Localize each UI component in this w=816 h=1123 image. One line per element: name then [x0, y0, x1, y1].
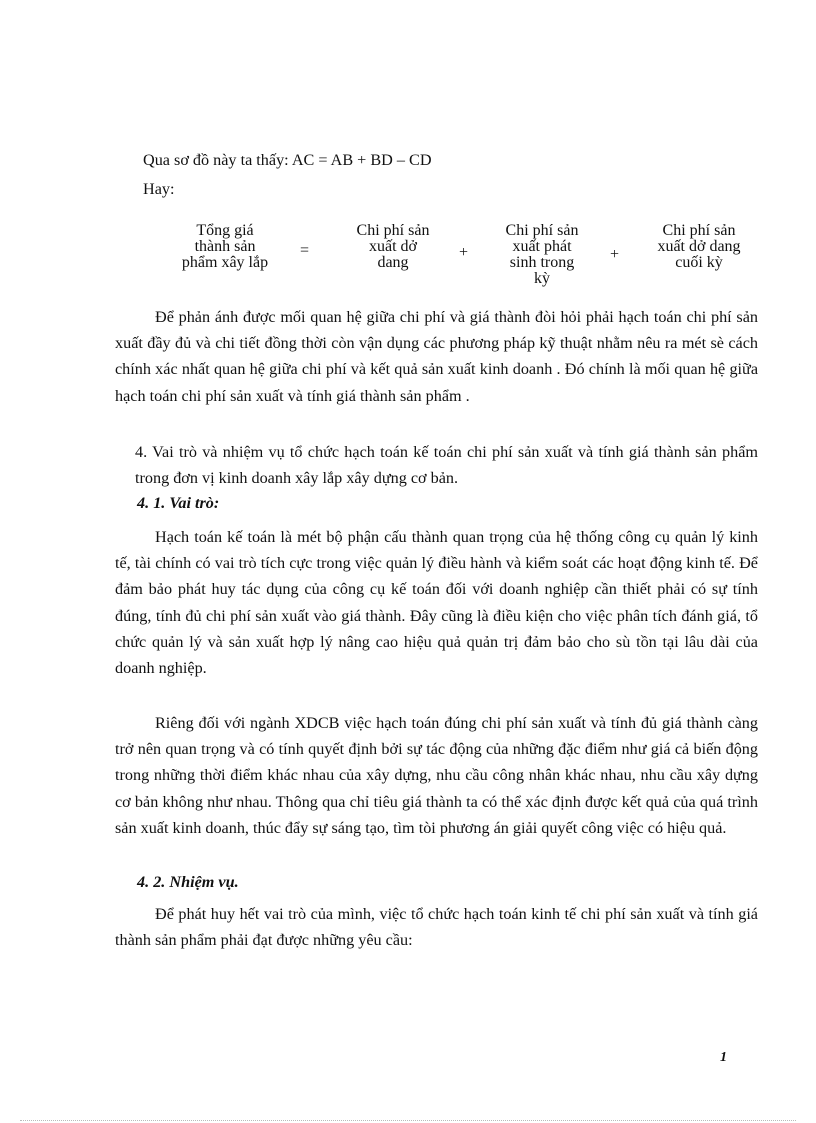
formula-total-cost: Tổng giá thành sản phẩm xây lắp [181, 222, 269, 271]
paragraph-tasks: Để phát huy hết vai trò của mình, việc tổ chức hạch toán kinh tế chi phí sản xuất và tính giá thành sản phẩm phải đạt được những yêu cầu: [115, 905, 758, 950]
formula-plus-sign-1: + [459, 244, 469, 261]
paragraph-cost-relation: Để phản ánh được mối quan hệ giữa chi phí và giá thành đòi hỏi phải hạch toán chi phí sản xuất đầy đủ và chi tiết đồng thời còn vận dụng các phương pháp kỹ thuật nhằm nêu ra mét sè cách chính xác nhất quan hệ giữa chi phí và kết quả sản xuất kinh doanh . Đó chính là mối quan hệ giữa hạch toán chi phí sản xuất và tính giá thành sản phẩm . [115, 308, 758, 405]
page-number: 1 [720, 1050, 727, 1065]
heading-4-1-role: 4. 1. Vai trò: [137, 494, 220, 512]
formula-equals-sign: = [300, 242, 310, 259]
intro-hay-line: Hay: [143, 180, 175, 198]
paragraph-xdcb: Riêng đối với ngành XDCB việc hạch toán đúng chi phí sản xuất và tính đủ giá thành càng trở nên quan trọng và có tính quyết định bởi sự tác động của những đặc điểm như giá cả biến động trong những thời điểm khác nhau của xây dựng, nhu cầu công nhân khác nhau, nhu cầu xây dựng cơ bản không như nhau. Thông qua chỉ tiêu giá thành ta có thể xác định được kết quả của quá trình sản xuất kinh doanh, thúc đẩy sự sáng tạo, tìm tòi phương án giải quyết công việc có hiệu quả. [115, 714, 758, 837]
heading-4-2-tasks: 4. 2. Nhiệm vụ. [137, 873, 239, 891]
formula-incurred: Chi phí sản xuất phát sinh trong kỳ [505, 222, 579, 287]
footer-divider [20, 1120, 796, 1121]
section-4-title: 4. Vai trò và nhiệm vụ tổ chức hạch toán kế toán chi phí sản xuất và tính giá thành sản phẩm trong đơn vị kinh doanh xây lắp xây dựng cơ bản. [135, 443, 758, 488]
formula-plus-sign-2: + [610, 246, 620, 263]
formula-wip-start: Chi phí sản xuất dở dang [356, 222, 430, 271]
paragraph-role: Hạch toán kế toán là mét bộ phận cấu thành quan trọng của hệ thống công cụ quản lý kinh tế, tài chính có vai trò tích cực trong việc quản lý điều hành và kiểm soát các hoạt động kinh tế. Để đảm bảo phát huy tác dụng của công cụ kế toán đối với doanh nghiệp cần thiết phải có sự tính đúng, tính đủ chi phí sản xuất vào giá thành. Đây cũng là điều kiện cho việc phân tích đánh giá, tổ chức quản lý và sản xuất hợp lý nâng cao hiệu quả quản trị đảm bảo cho sù tồn tại lâu dài của doanh nghiệp. [115, 528, 758, 678]
intro-equation-line: Qua sơ đồ này ta thấy: AC = AB + BD – CD [143, 151, 432, 169]
formula-wip-end: Chi phí sản xuất dở dang cuối kỳ [657, 222, 741, 271]
